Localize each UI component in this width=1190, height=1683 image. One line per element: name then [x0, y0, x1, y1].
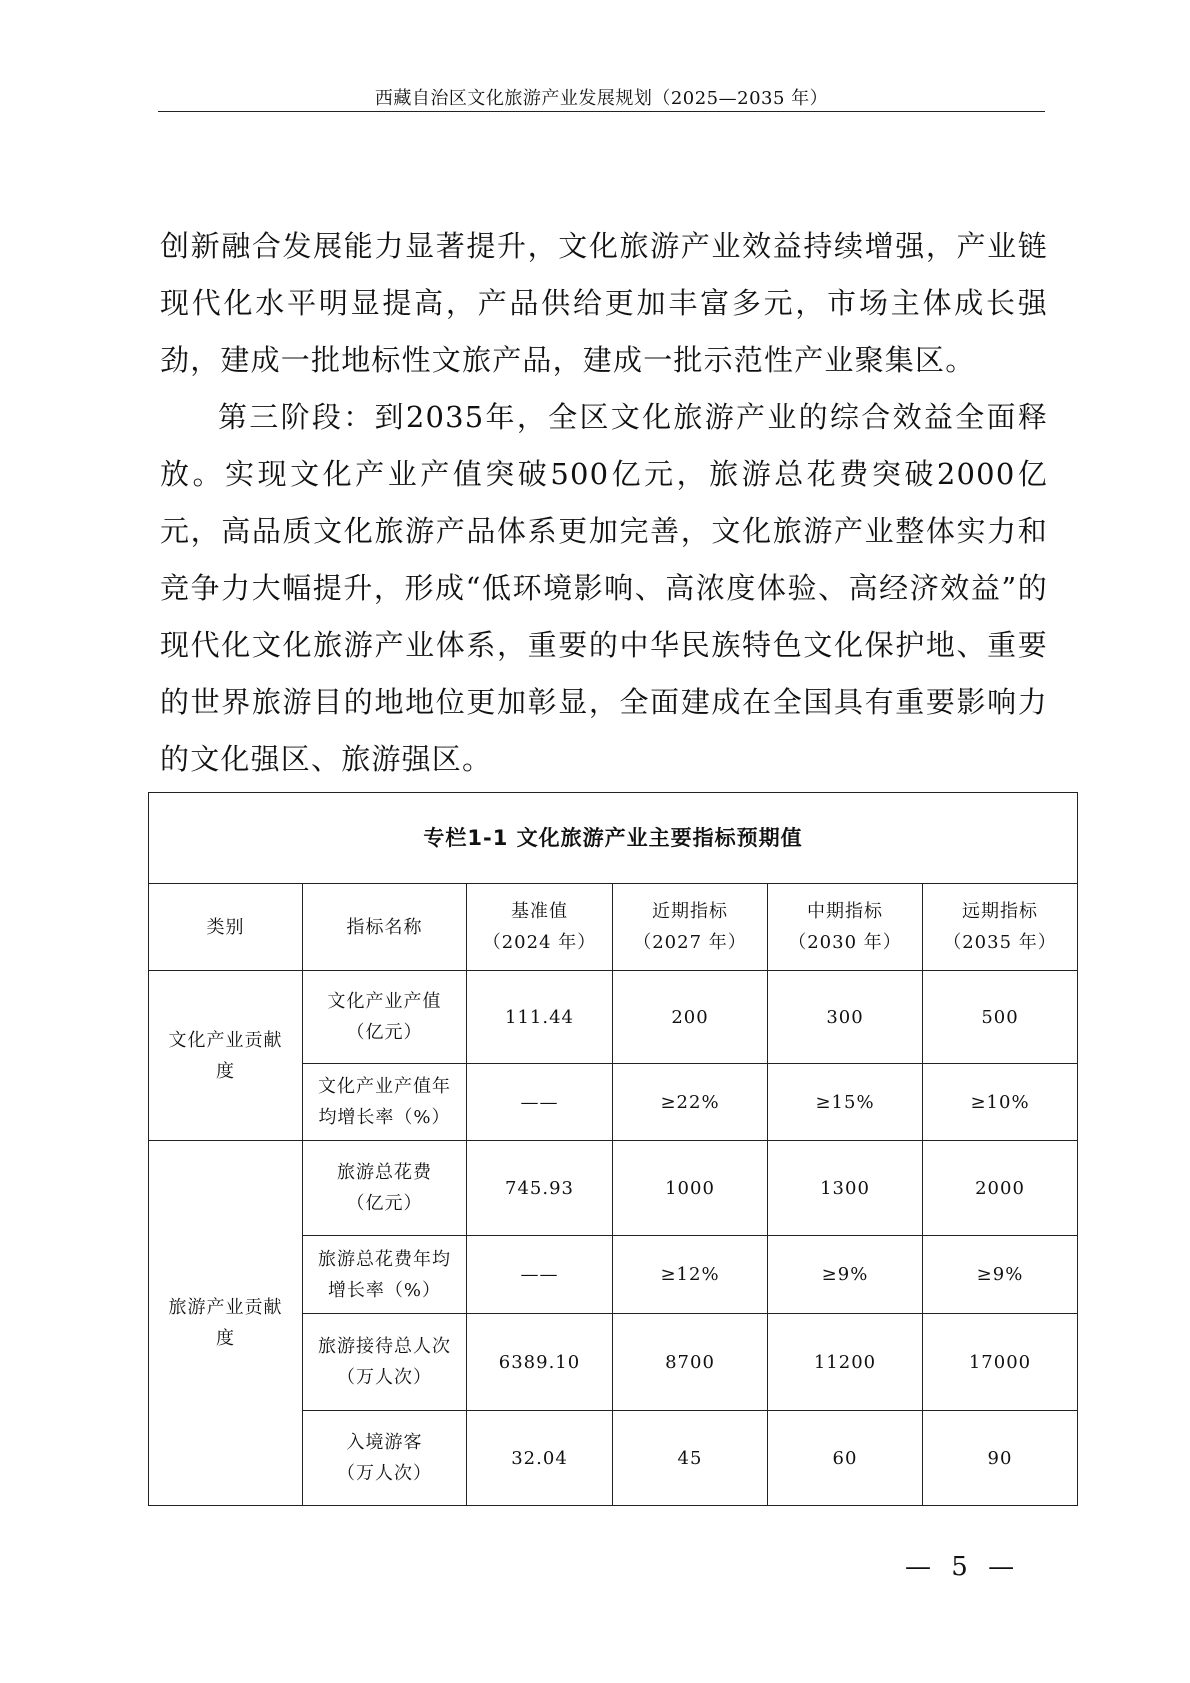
mid-term-value: ≥9%	[768, 1236, 923, 1314]
indicator-table-box	[148, 792, 1077, 1506]
baseline-value: ——	[467, 1236, 613, 1314]
header-long-term: 远期指标 （2035 年）	[923, 884, 1078, 971]
indicator-name-cell: 旅游总花费年均 增长率（%）	[303, 1236, 467, 1314]
mid-term-value: 300	[768, 971, 923, 1064]
mid-term-value: 60	[768, 1411, 923, 1506]
near-term-value: 200	[613, 971, 768, 1064]
mid-term-value: 1300	[768, 1141, 923, 1236]
indicator-name-cell: 入境游客 （万人次）	[303, 1411, 467, 1506]
table-row	[149, 1141, 1078, 1236]
baseline-value: 6389.10	[467, 1314, 613, 1411]
running-header-title: 西藏自治区文化旅游产业发展规划（2025—2035 年）	[374, 88, 829, 109]
header-divider	[158, 111, 1045, 112]
table-caption: 专栏1-1 文化旅游产业主要指标预期值	[149, 793, 1078, 884]
near-term-value: 8700	[613, 1314, 768, 1411]
header-category: 类别	[149, 884, 303, 971]
near-term-value: 1000	[613, 1141, 768, 1236]
long-term-value: 90	[923, 1411, 1078, 1506]
mid-term-value: 11200	[768, 1314, 923, 1411]
body-text	[160, 218, 1048, 788]
category-cell-tourism: 旅游产业贡献 度	[149, 1141, 303, 1506]
near-term-value: ≥22%	[613, 1064, 768, 1141]
table-header-row	[149, 884, 1078, 971]
long-term-value: 2000	[923, 1141, 1078, 1236]
near-term-value: ≥12%	[613, 1236, 768, 1314]
baseline-value: 111.44	[467, 971, 613, 1064]
baseline-value: 32.04	[467, 1411, 613, 1506]
mid-term-value: ≥15%	[768, 1064, 923, 1141]
long-term-value: 500	[923, 971, 1078, 1064]
long-term-value: ≥10%	[923, 1064, 1078, 1141]
category-cell-culture: 文化产业贡献 度	[149, 971, 303, 1141]
indicator-name-cell: 文化产业产值 （亿元）	[303, 971, 467, 1064]
long-term-value: 17000	[923, 1314, 1078, 1411]
indicator-name-cell: 旅游接待总人次 （万人次）	[303, 1314, 467, 1411]
long-term-value: ≥9%	[923, 1236, 1078, 1314]
baseline-value: ——	[467, 1064, 613, 1141]
indicator-name-cell: 旅游总花费 （亿元）	[303, 1141, 467, 1236]
header-near-term: 近期指标 （2027 年）	[613, 884, 768, 971]
baseline-value: 745.93	[467, 1141, 613, 1236]
header-indicator-name: 指标名称	[303, 884, 467, 971]
indicator-table	[148, 792, 1078, 1506]
paragraph-1: 创新融合发展能力显著提升，文化旅游产业效益持续增强，产业链现代化水平明显提高，产品供给更加丰富多元，市场主体成长强劲，建成一批地标性文旅产品，建成一批示范性产业聚集区。	[160, 229, 1048, 377]
table-row	[149, 971, 1078, 1064]
header-baseline: 基准值 （2024 年）	[467, 884, 613, 971]
page-number: — 5 —	[905, 1552, 1021, 1582]
near-term-value: 45	[613, 1411, 768, 1506]
paragraph-2: 第三阶段：到2035年，全区文化旅游产业的综合效益全面释放。实现文化产业产值突破500亿元，旅游总花费突破2000亿元，高品质文化旅游产品体系更加完善，文化旅游产业整体实力和竞争力大幅提升，形成“低环境影响、高浓度体验、高经济效益”的现代化文化旅游产业体系，重要的中华民族特色文化保护地、重要的世界旅游目的地地位更加彰显，全面建成在全国具有重要影响力的文化强区、旅游强区。	[160, 400, 1048, 776]
indicator-name-cell: 文化产业产值年 均增长率（%）	[303, 1064, 467, 1141]
header-mid-term: 中期指标 （2030 年）	[768, 884, 923, 971]
